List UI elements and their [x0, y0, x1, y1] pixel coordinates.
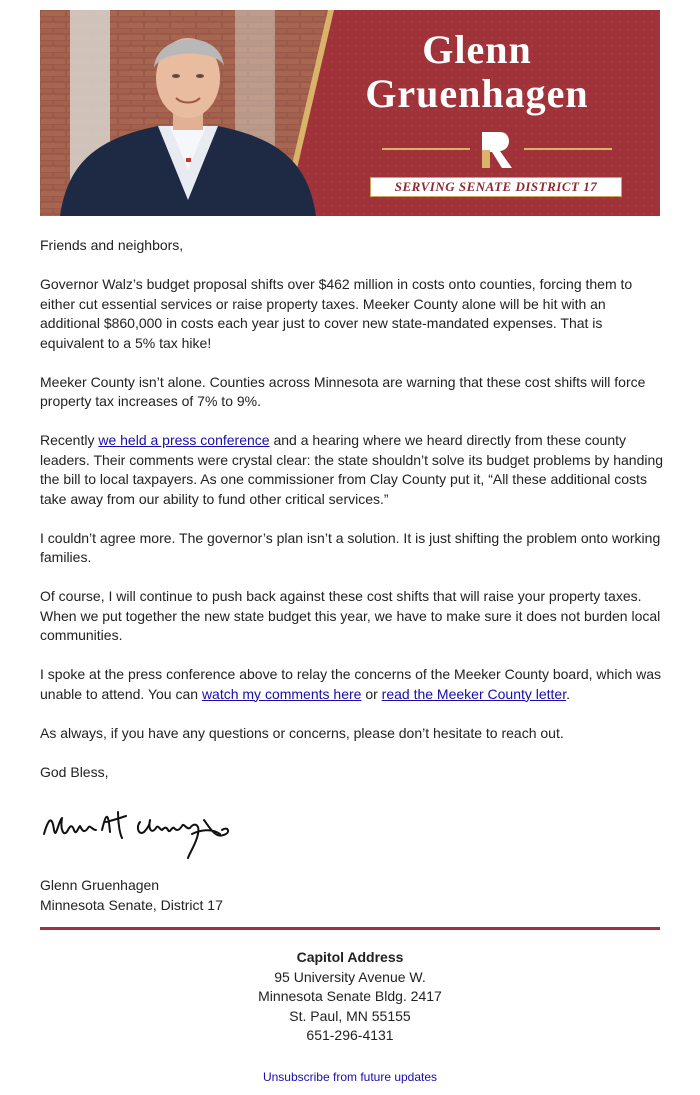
signoff — [40, 876, 340, 915]
letter-body — [40, 236, 665, 802]
meeker-letter-link[interactable]: read the Meeker County letter — [381, 685, 567, 702]
paragraph-budget: Governor Walz’s budget proposal shifts over $462 million in costs onto counties, forcing them to either cut essential services or raise property taxes. Meeker County alone will be hit with an additional $860,000 in costs each year just to cover new state-mandated expenses. That is equivalent to a 5% tax hike! — [40, 276, 633, 351]
paragraph-meeker-board — [40, 665, 665, 704]
watch-comments-link[interactable]: watch my comments here — [201, 685, 362, 702]
p6-text-pre: I spoke at the press conference above to relay the concerns of the Meeker County board, which was unable to attend. You can — [40, 666, 662, 702]
senator-name — [312, 28, 642, 116]
paragraph-push-back: Of course, I will continue to push back against these cost shifts that will raise your property taxes. When we put together the new state budget this year, we have to make sure it does not burden local communities. — [40, 588, 661, 643]
footer-title: Capitol Address — [296, 949, 404, 965]
p6-text-mid: or — [361, 685, 382, 702]
senator-first-name: Glenn — [422, 27, 532, 72]
p3-text-pre: Recently — [40, 432, 99, 448]
address-line-3: St. Paul, MN 55155 — [289, 1007, 411, 1024]
handwritten-signature — [40, 800, 240, 864]
unsubscribe-link[interactable]: Unsubscribe from future updates — [262, 1070, 438, 1084]
paragraph-reach-out: As always, if you have any questions or concerns, please don’t hesitate to reach out. — [40, 724, 564, 741]
p3-text-post: and a hearing where we heard directly from these county leaders. Their comments were crystal clear: the state shouldn’t solve its budget problems by handing the bill to local taxpayers. As one commissioner from Clay County put it, “All these additional costs take away from our ability to fund other critical services.” — [40, 432, 664, 507]
paragraph-counties: Meeker County isn’t alone. Counties across Minnesota are warning that these cost shifts will force property tax increases of 7% to 9%. — [40, 373, 646, 409]
footer-divider — [40, 927, 660, 930]
greeting: Friends and neighbors, — [40, 237, 184, 253]
signer-name: Glenn Gruenhagen — [40, 877, 160, 893]
party-r-logo — [480, 130, 514, 170]
senator-last-name: Gruenhagen — [365, 71, 589, 116]
header-banner — [40, 10, 660, 216]
address-line-2: Minnesota Senate Bldg. 2417 — [258, 988, 442, 1004]
capitol-address-footer — [40, 948, 660, 1046]
address-line-1: 95 University Avenue W. — [274, 968, 426, 985]
paragraph-press-conference — [40, 431, 665, 509]
press-conference-link[interactable]: we held a press conference — [98, 432, 270, 448]
p6-text-post: . — [566, 685, 570, 702]
closing: God Bless, — [40, 763, 109, 780]
signer-title: Minnesota Senate, District 17 — [40, 896, 223, 913]
serving-district-tagline: SERVING SENATE DISTRICT 17 — [370, 177, 622, 197]
phone-number: 651-296-4131 — [306, 1027, 394, 1043]
gold-rule-left — [382, 148, 470, 150]
paragraph-agree: I couldn’t agree more. The governor’s plan isn’t a solution. It is just shifting the problem onto working families. — [40, 529, 661, 565]
gold-rule-right — [524, 148, 612, 150]
